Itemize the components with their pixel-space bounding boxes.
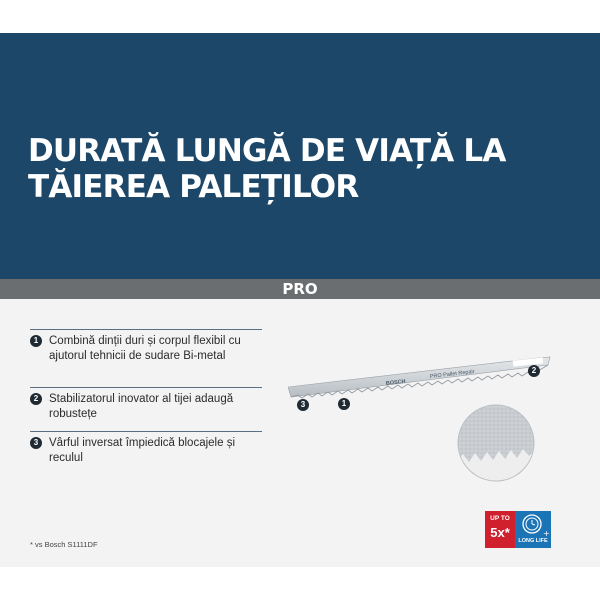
feature-1-text: Combină dinții duri și corpul flexibil cu ajutorul tehnicii de sudare Bi-metal (49, 335, 241, 362)
feature-3-text: Vârful inversat împiedică blocajele și reculul (49, 437, 236, 464)
hero-banner (0, 33, 600, 279)
feature-3 (30, 431, 262, 464)
long-life-text: LONG LIFE (518, 538, 548, 544)
blade-marker-3: 3 (297, 399, 309, 411)
teeth-detail-image (457, 404, 535, 482)
up-to-text: UP TO (490, 515, 510, 522)
pro-label: PRO (282, 280, 318, 298)
feature-2 (30, 387, 262, 420)
footnote: * vs Bosch S1111DF (30, 540, 98, 549)
svg-text:+: + (543, 529, 550, 538)
blade-marker-1: 1 (338, 398, 350, 410)
up-to-5x-badge (485, 511, 515, 548)
feature-1-number: 1 (30, 335, 42, 347)
hero-title (28, 133, 548, 205)
feature-1 (30, 329, 262, 362)
blade-brand: BOSCH (385, 378, 406, 387)
clock-icon (515, 511, 551, 538)
blade-name: PRO Pallet Repair (429, 368, 475, 380)
pro-bar (0, 279, 600, 299)
content-panel (0, 299, 600, 567)
feature-2-text: Stabilizatorul inovator al tijei adaugă robustețe (49, 393, 234, 420)
hero-title-line-2: TĂIEREA PALEȚILOR (28, 169, 359, 205)
feature-3-number: 3 (30, 437, 42, 449)
long-life-badge (515, 511, 551, 548)
hero-title-line-1: DURATĂ LUNGĂ DE VIAȚĂ LA (28, 133, 506, 169)
feature-2-number: 2 (30, 393, 42, 405)
blade-marker-2: 2 (528, 365, 540, 377)
multiplier-text: 5x* (490, 525, 510, 540)
